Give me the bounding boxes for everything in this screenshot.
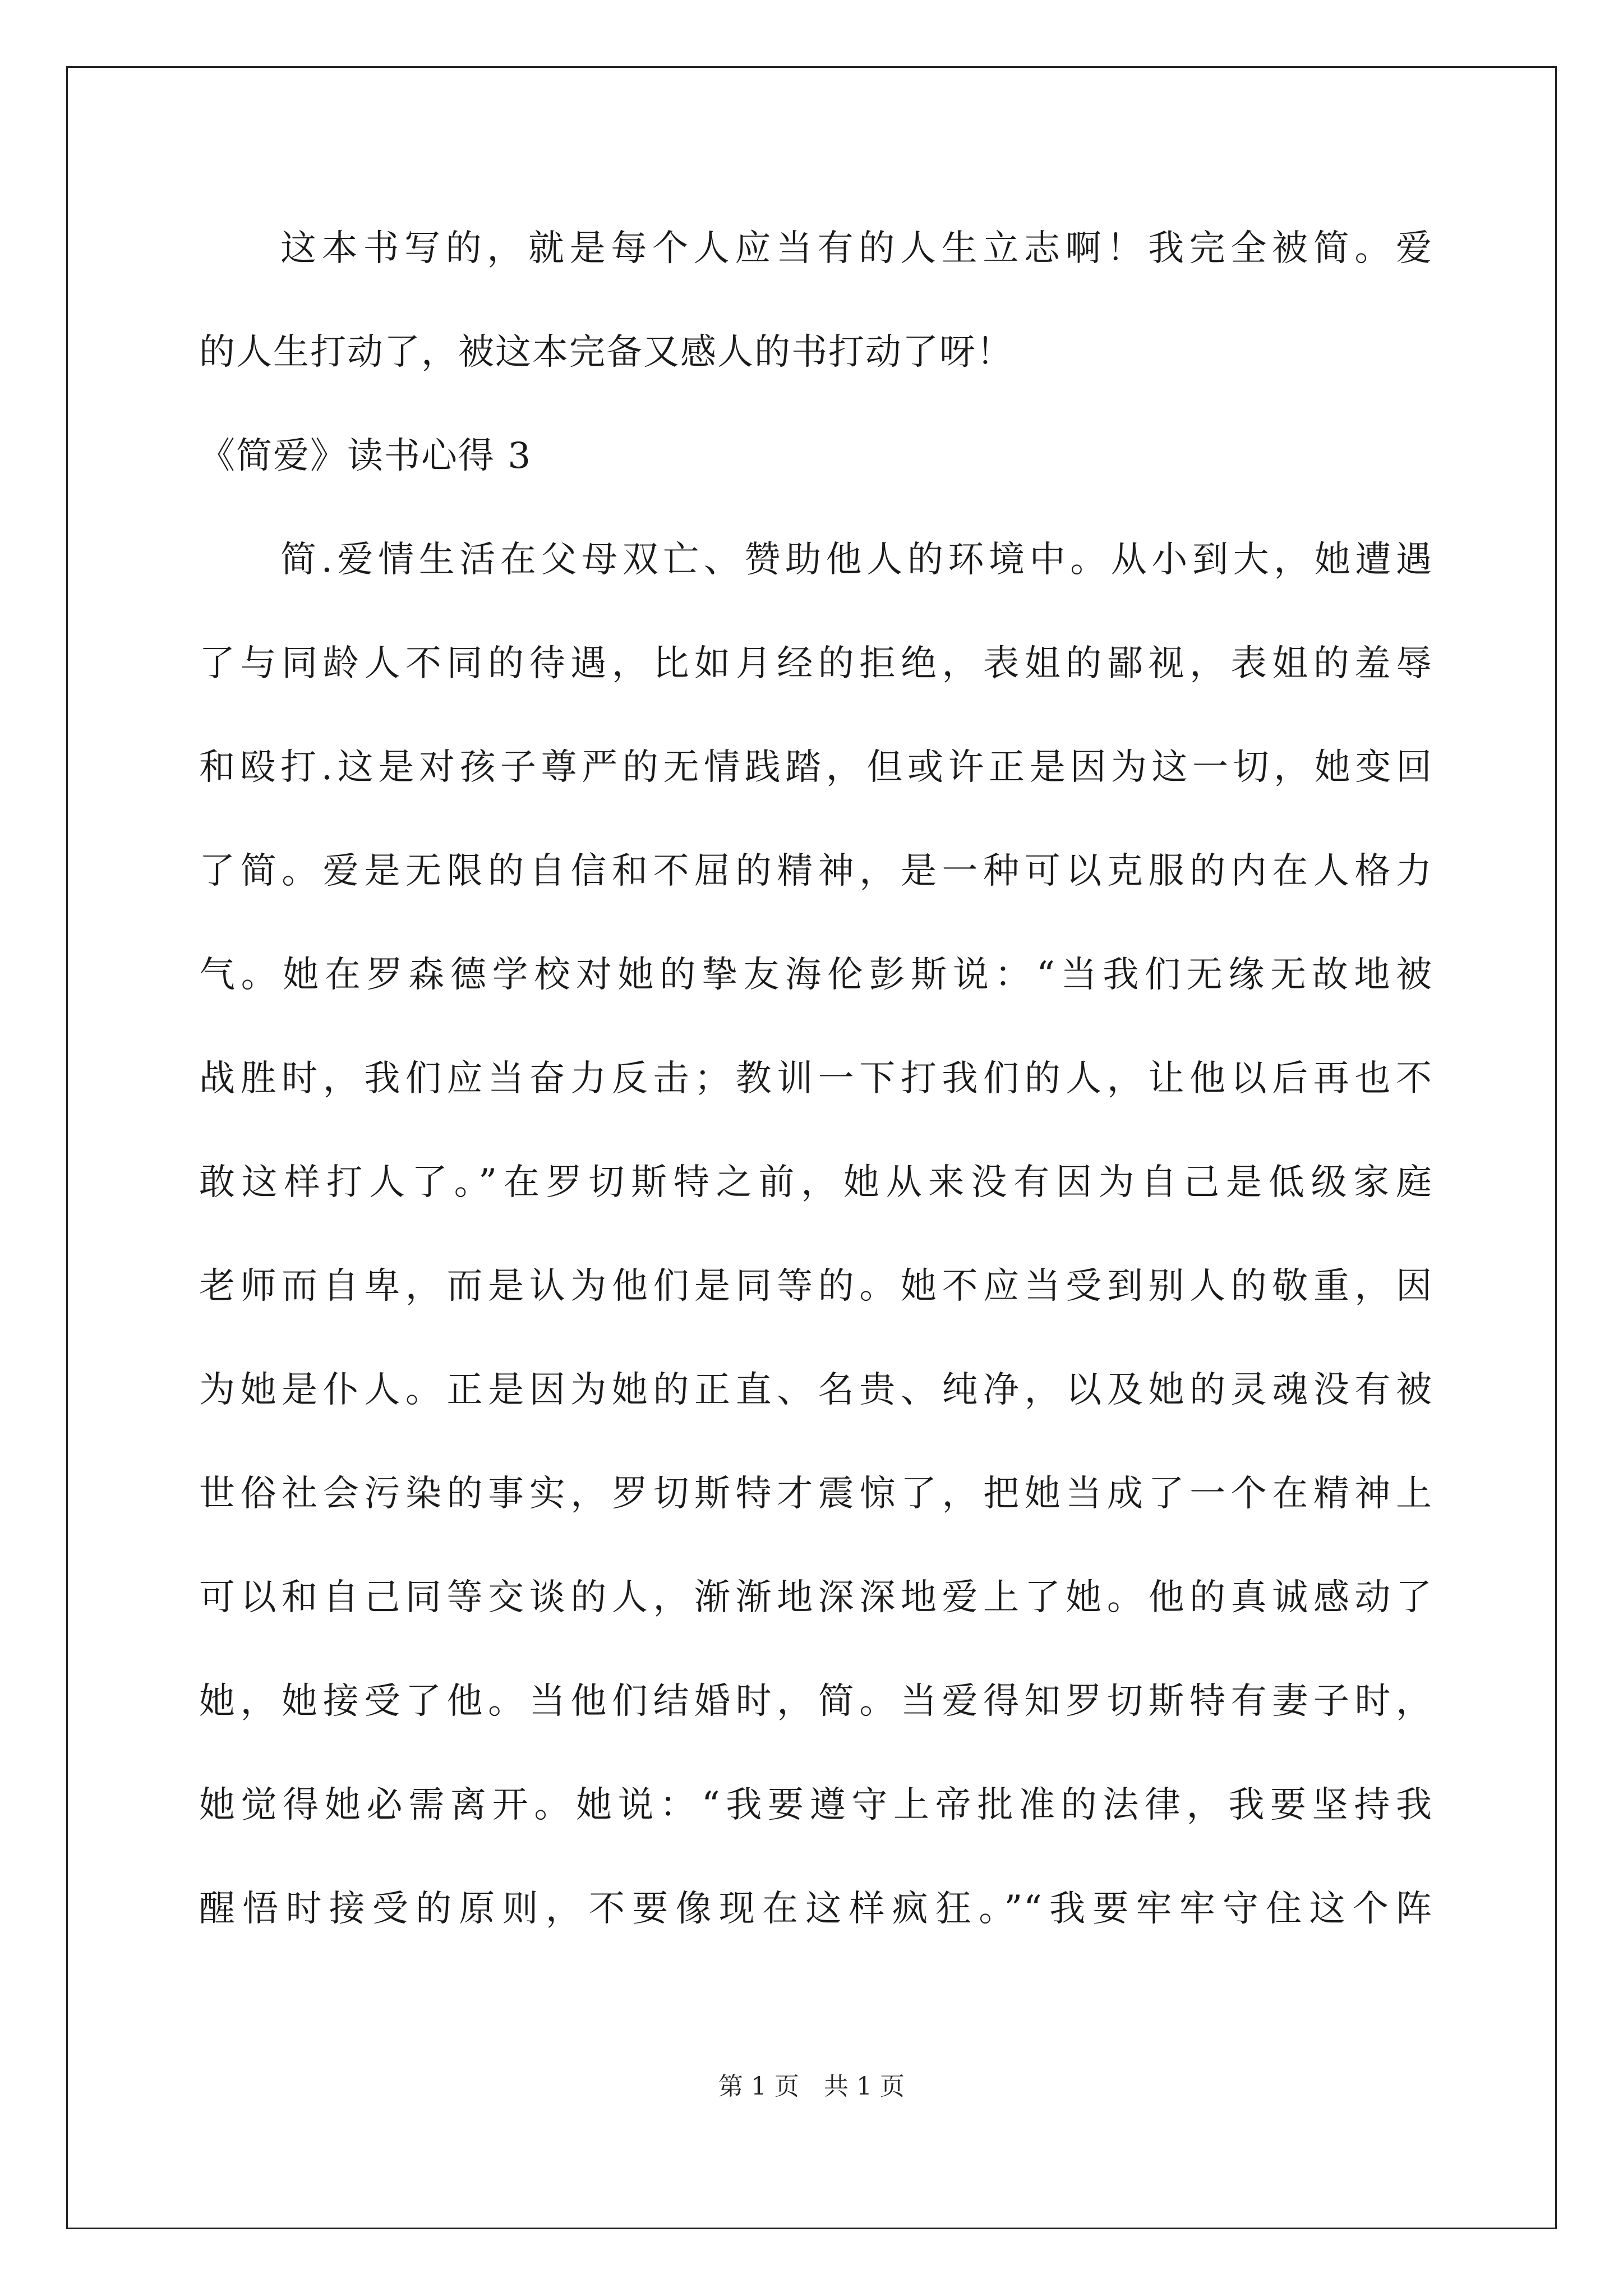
paragraph-line: 可以和自己同等交谈的人，渐渐地深深地爱上了她。他的真诚感动了 bbox=[199, 1577, 1433, 1618]
paragraph-line: 醒悟时接受的原则，不要像现在这样疯狂。”“我要牢牢守住这个阵 bbox=[199, 1888, 1433, 1930]
paragraph-line: 简.爱情生活在父母双亡、赞助他人的环境中。从小到大，她遭遇 bbox=[280, 539, 1433, 581]
paragraph-line: 为她是仆人。正是因为她的正直、名贵、纯净，以及她的灵魂没有被 bbox=[199, 1369, 1433, 1411]
paragraph-line: 战胜时，我们应当奋力反击；教训一下打我们的人，让他以后再也不 bbox=[199, 1058, 1433, 1099]
section-heading: 《简爱》读书心得 3 bbox=[199, 435, 532, 477]
paragraph-line: 世俗社会污染的事实，罗切斯特才震惊了，把她当成了一个在精神上 bbox=[199, 1473, 1433, 1515]
paragraph-line: 气。她在罗森德学校对她的挚友海伦彭斯说：“当我们无缘无故地被 bbox=[199, 954, 1433, 996]
paragraph-line: 她觉得她必需离开。她说：“我要遵守上帝批准的法律，我要坚持我 bbox=[199, 1784, 1433, 1826]
page-number-footer: 第 1 页 共 1 页 bbox=[718, 2072, 905, 2101]
paragraph-line: 她，她接受了他。当他们结婚时，简。当爱得知罗切斯特有妻子时， bbox=[199, 1681, 1433, 1722]
paragraph-line: 了与同龄人不同的待遇，比如月经的拒绝，表姐的鄙视，表姐的羞辱 bbox=[199, 643, 1433, 684]
paragraph-line: 了简。爱是无限的自信和不屈的精神，是一种可以克服的内在人格力 bbox=[199, 850, 1433, 892]
paragraph-line: 这本书写的，就是每个人应当有的人生立志啊！我完全被简。爱 bbox=[280, 228, 1433, 269]
paragraph-line: 敢这样打人了。”在罗切斯特之前，她从来没有因为自己是低级家庭 bbox=[199, 1162, 1433, 1203]
paragraph-line: 和殴打.这是对孩子尊严的无情践踏，但或许正是因为这一切，她变回 bbox=[199, 747, 1433, 788]
paragraph-line: 老师而自卑，而是认为他们是同等的。她不应当受到别人的敬重，因 bbox=[199, 1266, 1433, 1307]
paragraph-line: 的人生打动了，被这本完备又感人的书打动了呀！ bbox=[199, 332, 1013, 373]
